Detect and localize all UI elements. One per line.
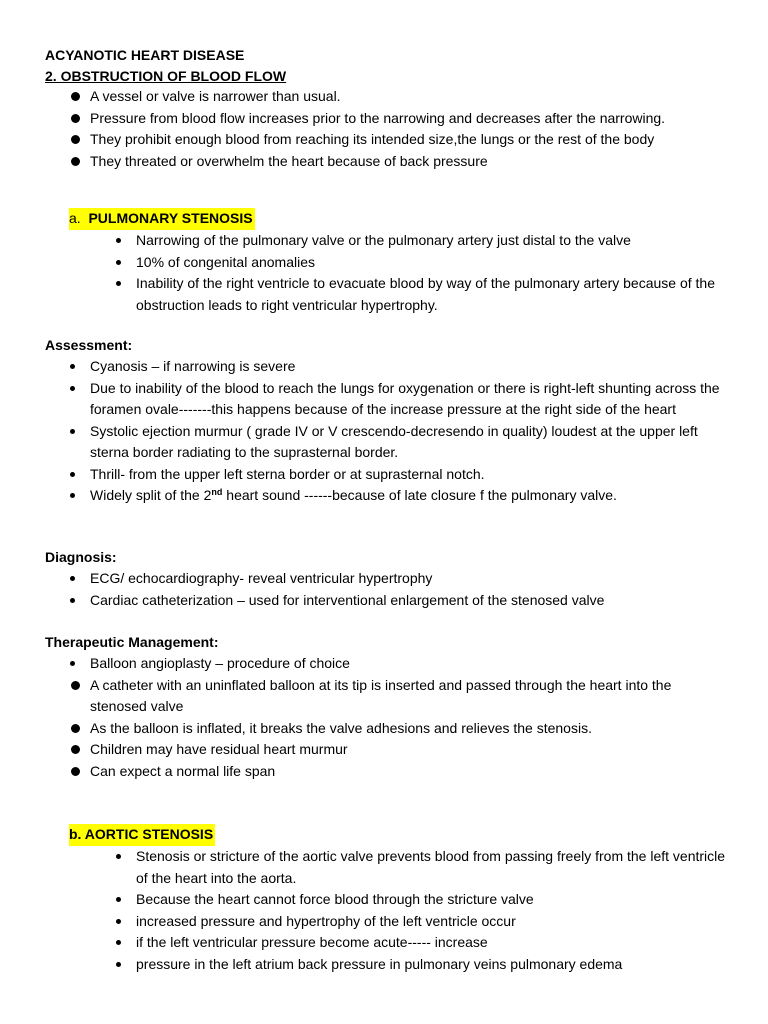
assessment-list	[90, 356, 730, 507]
list-item: Due to inability of the blood to reach the lungs for oxygenation or there is right-left shunting across the foramen ovale-------this happens because of the increase pressure at the right side of the heart	[90, 378, 730, 421]
list-item: They threated or overwhelm the heart because of back pressure	[90, 151, 750, 173]
list-item: Inability of the right ventricle to evacuate blood by way of the pulmonary artery because of the obstruction leads to right ventricular hypertrophy.	[136, 273, 726, 316]
diagnosis-list	[90, 568, 730, 611]
list-item: pressure in the left atrium back pressure in pulmonary veins pulmonary edema	[136, 954, 726, 976]
list-item: Systolic ejection murmur ( grade IV or V crescendo-decresendo in quality) loudest at the upper left sterna border radiating to the suprasternal border.	[90, 421, 730, 464]
diagnosis-heading: Diagnosis:	[45, 549, 117, 565]
list-item: Can expect a normal life span	[90, 761, 730, 783]
list-item: Thrill- from the upper left sterna border or at suprasternal notch.	[90, 464, 730, 486]
list-item-text: Widely split of the 2	[90, 487, 212, 503]
list-item: Balloon angioplasty – procedure of choice	[90, 653, 730, 675]
aortic-list	[136, 846, 726, 975]
section-heading: 2. OBSTRUCTION OF BLOOD FLOW	[45, 68, 287, 84]
superscript: nd	[211, 487, 223, 497]
list-item: ECG/ echocardiography- reveal ventricular hypertrophy	[90, 568, 730, 590]
pulmonary-marker: a.	[69, 210, 81, 226]
assessment-heading: Assessment:	[45, 337, 133, 353]
pulmonary-heading-text: PULMONARY STENOSIS	[88, 210, 253, 226]
list-item: Cardiac catheterization – used for interventional enlargement of the stenosed valve	[90, 590, 730, 612]
list-item: Narrowing of the pulmonary valve or the pulmonary artery just distal to the valve	[136, 230, 726, 252]
therapeutic-list	[90, 653, 730, 782]
list-item: A catheter with an uninflated balloon at its tip is inserted and passed through the heart into the stenosed valve	[90, 675, 730, 718]
list-item: if the left ventricular pressure become acute----- increase	[136, 932, 726, 954]
list-item: Because the heart cannot force blood through the stricture valve	[136, 889, 726, 911]
list-item: Cyanosis – if narrowing is severe	[90, 356, 730, 378]
intro-list	[90, 86, 750, 172]
list-item: Children may have residual heart murmur	[90, 739, 730, 761]
pulmonary-heading	[69, 208, 255, 230]
list-item: Pressure from blood flow increases prior to the narrowing and decreases after the narrowing.	[90, 108, 750, 130]
list-item: A vessel or valve is narrower than usual.	[90, 86, 750, 108]
list-item: As the balloon is inflated, it breaks the valve adhesions and relieves the stenosis.	[90, 718, 730, 740]
therapeutic-heading: Therapeutic Management:	[45, 634, 219, 650]
list-item: increased pressure and hypertrophy of the left ventricle occur	[136, 911, 726, 933]
pulmonary-list	[136, 230, 726, 316]
doc-title: ACYANOTIC HEART DISEASE	[45, 47, 245, 63]
list-item	[90, 485, 730, 507]
list-item: Stenosis or stricture of the aortic valve prevents blood from passing freely from the left ventricle of the heart into the aorta.	[136, 846, 726, 889]
aortic-heading: b. AORTIC STENOSIS	[69, 824, 215, 846]
list-item: They prohibit enough blood from reaching its intended size,the lungs or the rest of the body	[90, 129, 750, 151]
list-item: 10% of congenital anomalies	[136, 252, 726, 274]
list-item-text: heart sound ------because of late closure f the pulmonary valve.	[222, 487, 617, 503]
